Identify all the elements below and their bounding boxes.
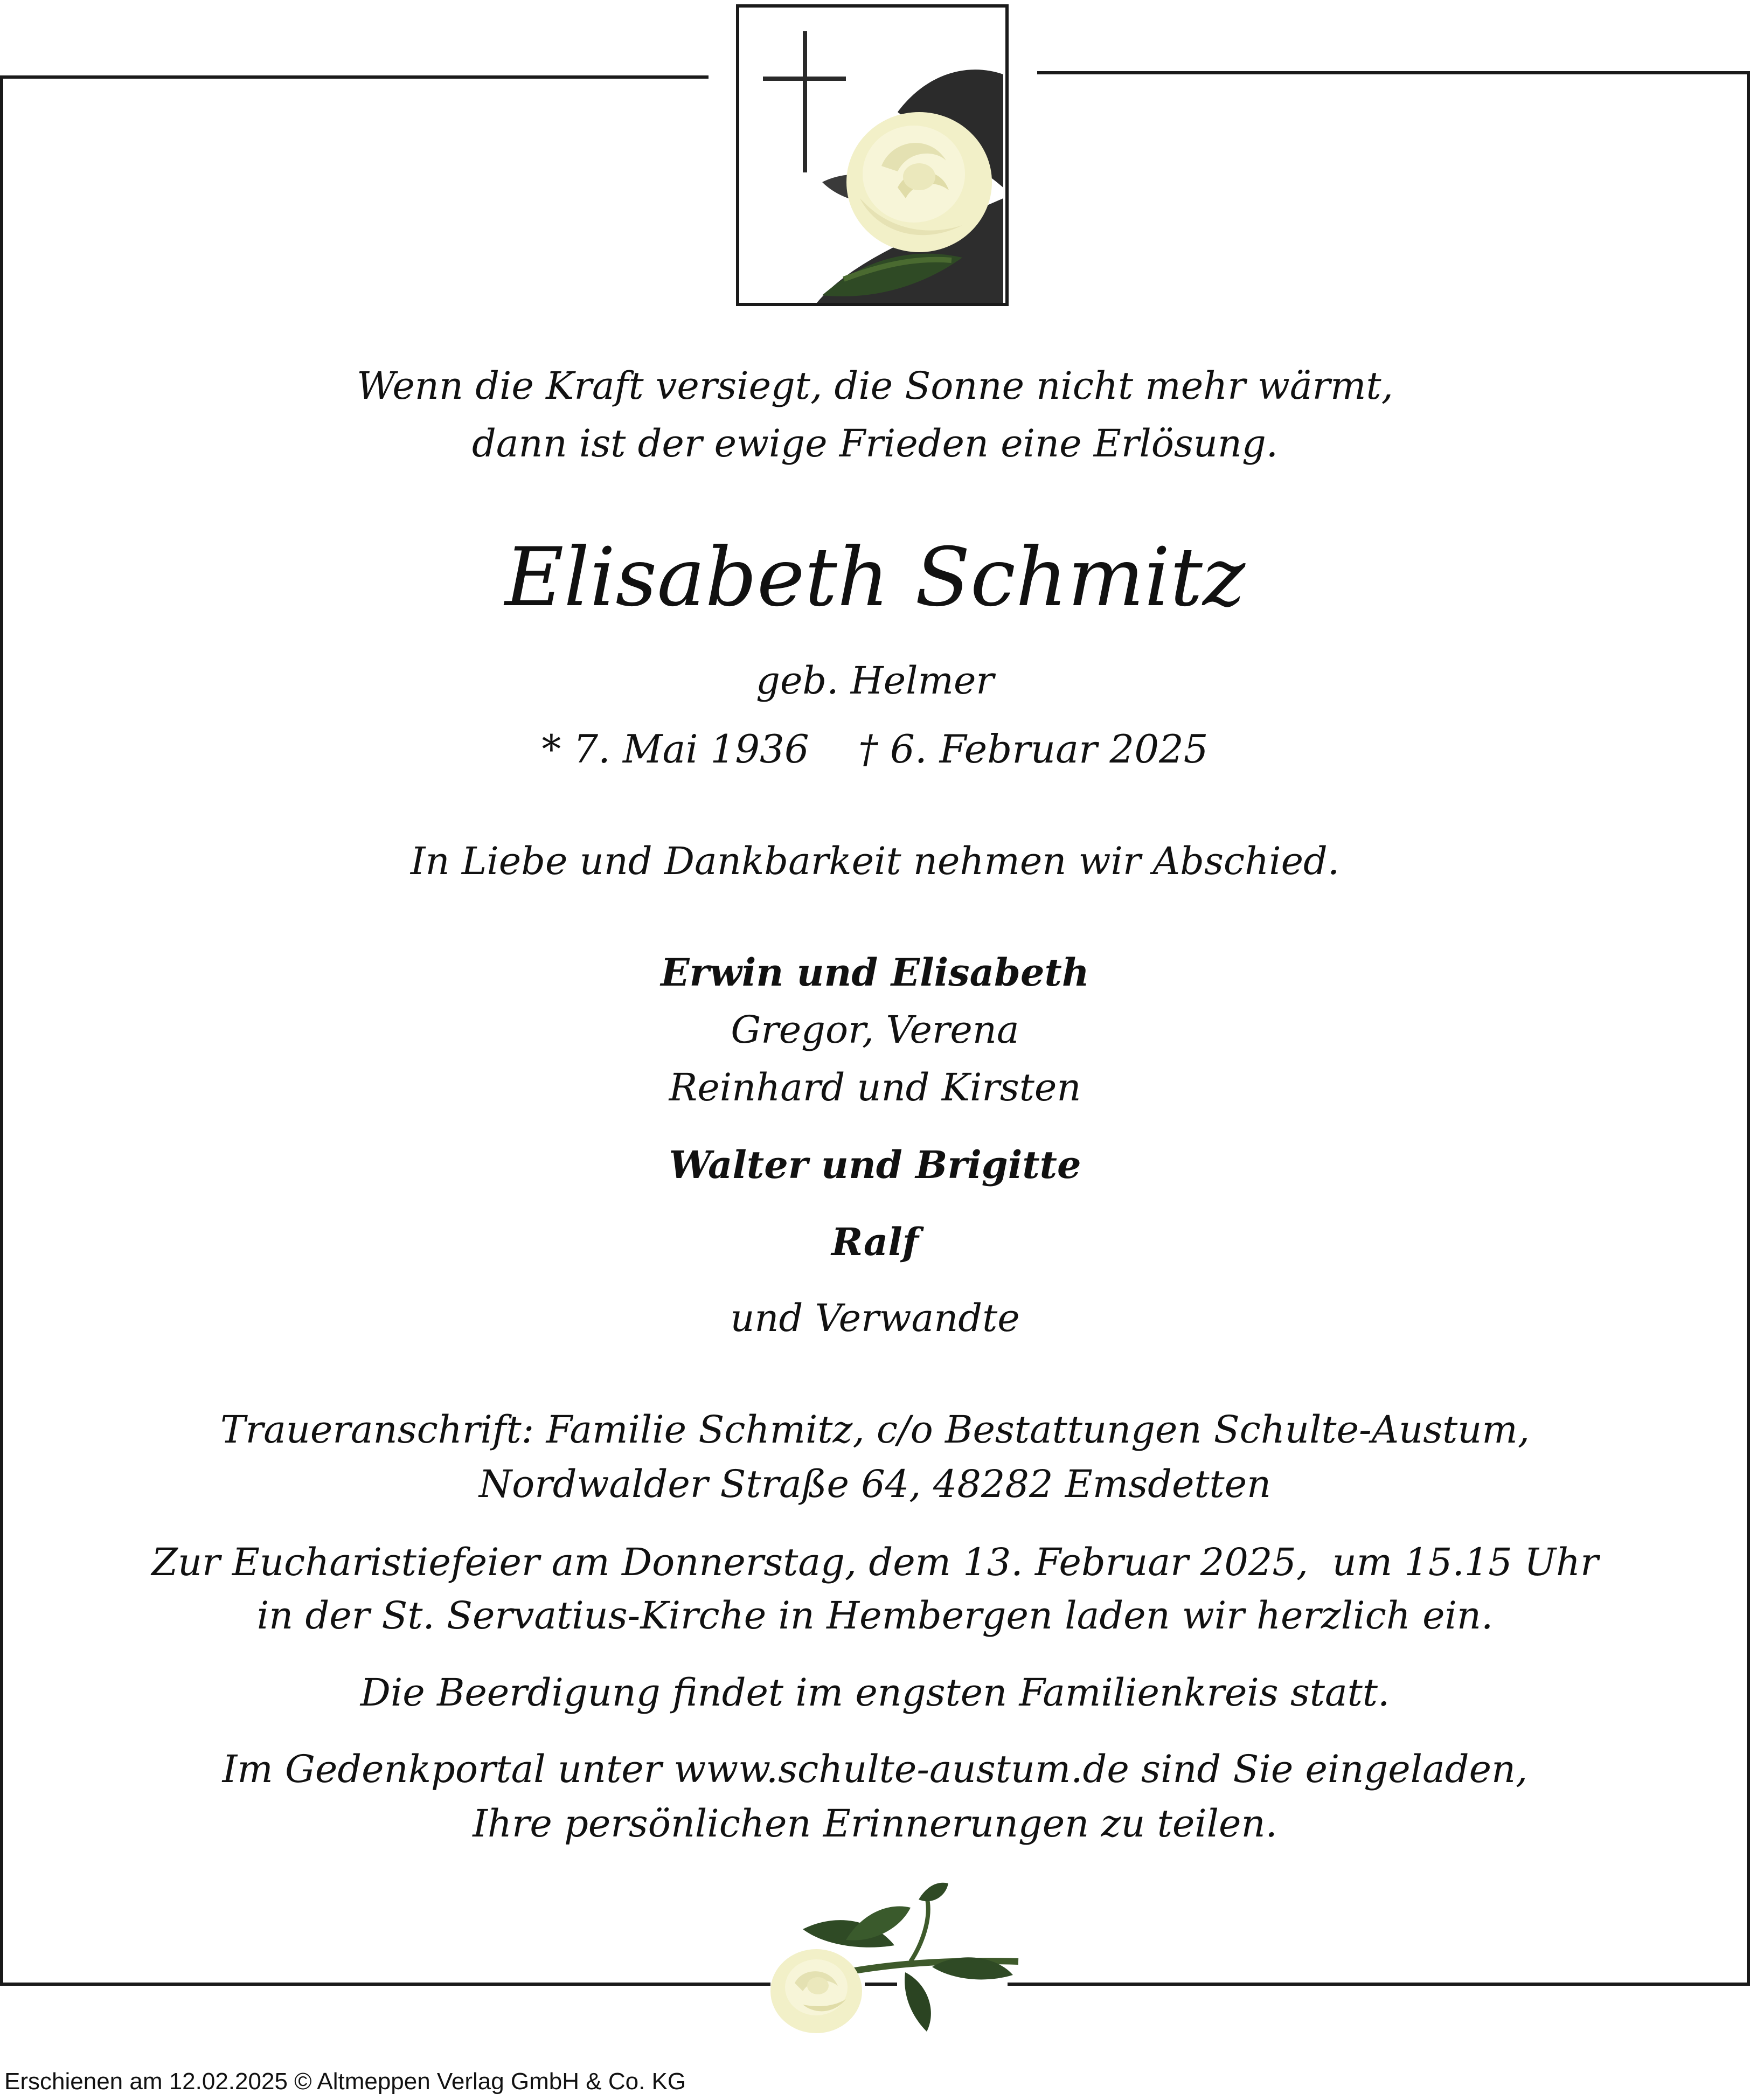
service-line-1: Zur Eucharistiefeier am Donnerstag, dem 13. Februar 2025, um 15.15 Uhr <box>151 1540 1599 1584</box>
mourner-group-1-heads: Erwin und Elisabeth <box>661 950 1089 995</box>
frame-top-left-line <box>0 75 709 79</box>
address-line-1: Traueranschrift: Familie Schmitz, c/o Bestattungen Schulte-Austum, <box>220 1408 1530 1452</box>
portal-line-2: Ihre persönlichen Erinnerungen zu teilen. <box>473 1801 1277 1846</box>
rose-icon <box>765 1881 1024 2037</box>
service-line-2: in der St. Servatius-Kirche in Hembergen laden wir herzlich ein. <box>256 1593 1494 1638</box>
relatives-line: und Verwandte <box>730 1296 1020 1340</box>
mourner-group-3-heads: Ralf <box>831 1219 919 1264</box>
deceased-name: Elisabeth Schmitz <box>504 531 1246 625</box>
portal-line-1: Im Gedenkportal unter www.schulte-austum.de sind Sie eingeladen, <box>222 1747 1528 1791</box>
address-line-2: Nordwalder Straße 64, 48282 Emsdetten <box>478 1462 1272 1506</box>
frame-top-right-line <box>1037 71 1750 74</box>
publication-footer: Erschienen am 12.02.2025 © Altmeppen Verlag GmbH & Co. KG <box>4 2068 686 2095</box>
mourner-group-1-line-3: Reinhard und Kirsten <box>669 1065 1081 1110</box>
farewell-line: In Liebe und Dankbarkeit nehmen wir Abschied. <box>410 839 1340 883</box>
verse-line-2: dann ist der ewige Frieden eine Erlösung. <box>471 421 1279 466</box>
cross-with-rose-icon <box>736 4 1009 306</box>
frame-bottom-left-line <box>0 1983 770 1986</box>
mourner-group-1-line-2: Gregor, Verena <box>731 1008 1019 1052</box>
life-dates: * 7. Mai 1936 † 6. Februar 2025 <box>541 726 1209 772</box>
mourner-group-2-heads: Walter und Brigitte <box>669 1142 1081 1187</box>
verse-line-1: Wenn die Kraft versiegt, die Sonne nicht mehr wärmt, <box>357 364 1393 408</box>
frame-bottom-right-line <box>1008 1983 1750 1986</box>
maiden-name: geb. Helmer <box>756 659 994 703</box>
burial-line: Die Beerdigung findet im engsten Familienkreis statt. <box>360 1671 1390 1715</box>
